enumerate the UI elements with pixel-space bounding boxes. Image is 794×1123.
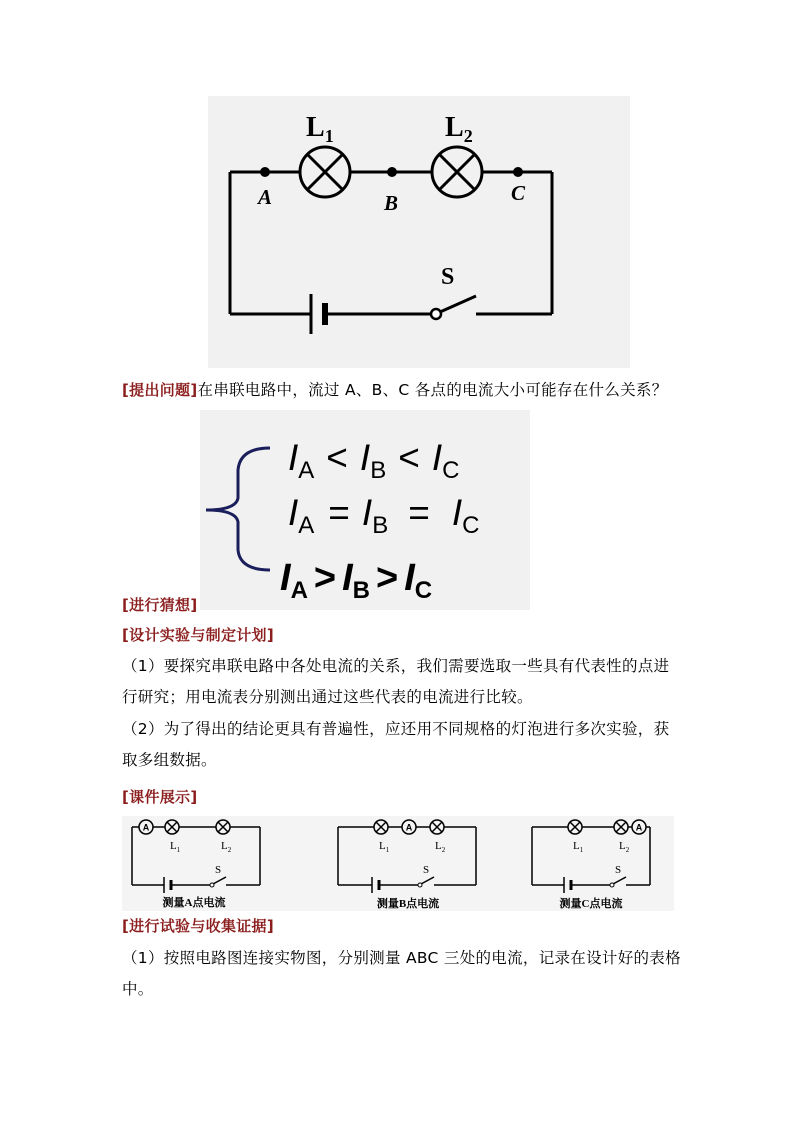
c2-l1-label: $L_1$ xyxy=(379,840,390,854)
design-tag: [设计实验与制定计划] xyxy=(122,626,275,644)
courseware-tag: [课件展示] xyxy=(122,788,198,806)
measurement-circuits xyxy=(122,816,674,911)
point-a-dot xyxy=(260,167,270,177)
question-paragraph xyxy=(122,375,682,406)
design-paragraph-2: （2）为了得出的结论更具有普遍性，应还用不同规格的灯泡进行多次实验，获取多组数据。 xyxy=(122,720,670,769)
series-circuit-diagram xyxy=(208,96,630,368)
question-text: 在串联电路中，流过 A、B、C 各点的电流大小可能存在什么关系？ xyxy=(197,381,668,399)
hypotheses-diagram xyxy=(200,410,530,610)
experiment-heading xyxy=(122,911,274,942)
experiment-paragraph-1: （1）按照电路图连接实物图，分别测量 ABC 三处的电流，记录在设计好的表格中。 xyxy=(122,949,681,998)
c1-switch-label: S xyxy=(215,864,222,876)
ammeter-3-label: A xyxy=(635,822,643,833)
lamp1-label: $L_1$ xyxy=(306,112,334,146)
caption-c: 测量C点电流 xyxy=(559,898,623,910)
c3-switch-label: S xyxy=(615,864,622,876)
c2-l2-label: $L_2$ xyxy=(435,840,446,854)
ammeter-1-label: A xyxy=(142,822,150,833)
hypotheses-figure xyxy=(200,410,530,610)
design-heading xyxy=(122,620,274,651)
caption-b: 测量B点电流 xyxy=(376,898,440,910)
hypothesis-1: $I_A < I_B < I_C$ xyxy=(288,437,460,484)
experiment-tag: [进行试验与收集证据] xyxy=(122,917,275,935)
courseware-figure xyxy=(122,816,674,911)
switch-label: S xyxy=(441,264,455,290)
point-b-dot xyxy=(387,167,397,177)
guess-tag: [进行猜想] xyxy=(122,596,198,614)
c1-l1-label: $L_1$ xyxy=(170,840,181,854)
question-tag: [提出问题] xyxy=(122,381,198,399)
ammeter-2-label: A xyxy=(405,822,413,833)
design-paragraph-1: （1）要探究串联电路中各处电流的关系，我们需要选取一些具有代表性的点进行研究；用电流表分别测出通过这些代表的电流进行比较。 xyxy=(122,657,670,706)
courseware-heading xyxy=(122,782,198,813)
hypothesis-3: $I_A > I_B > I_C$ xyxy=(280,557,433,604)
hypothesis-2: $I_A = I_B = I_C$ xyxy=(288,492,480,539)
point-c-dot xyxy=(513,167,523,177)
brace-shape xyxy=(206,448,270,570)
c3-l2-label: $L_2$ xyxy=(619,840,630,854)
guess-heading xyxy=(122,590,198,621)
c2-switch-label: S xyxy=(423,864,430,876)
caption-a: 测量A点电流 xyxy=(162,897,226,909)
c3-l1-label: $L_1$ xyxy=(573,840,584,854)
point-b-label: B xyxy=(384,191,399,215)
point-c-label: C xyxy=(511,181,526,205)
point-a-label: A xyxy=(258,185,273,209)
main-circuit-figure xyxy=(208,96,630,368)
lamp2-label: $L_2$ xyxy=(445,112,473,146)
c1-l2-label: $L_2$ xyxy=(221,840,232,854)
